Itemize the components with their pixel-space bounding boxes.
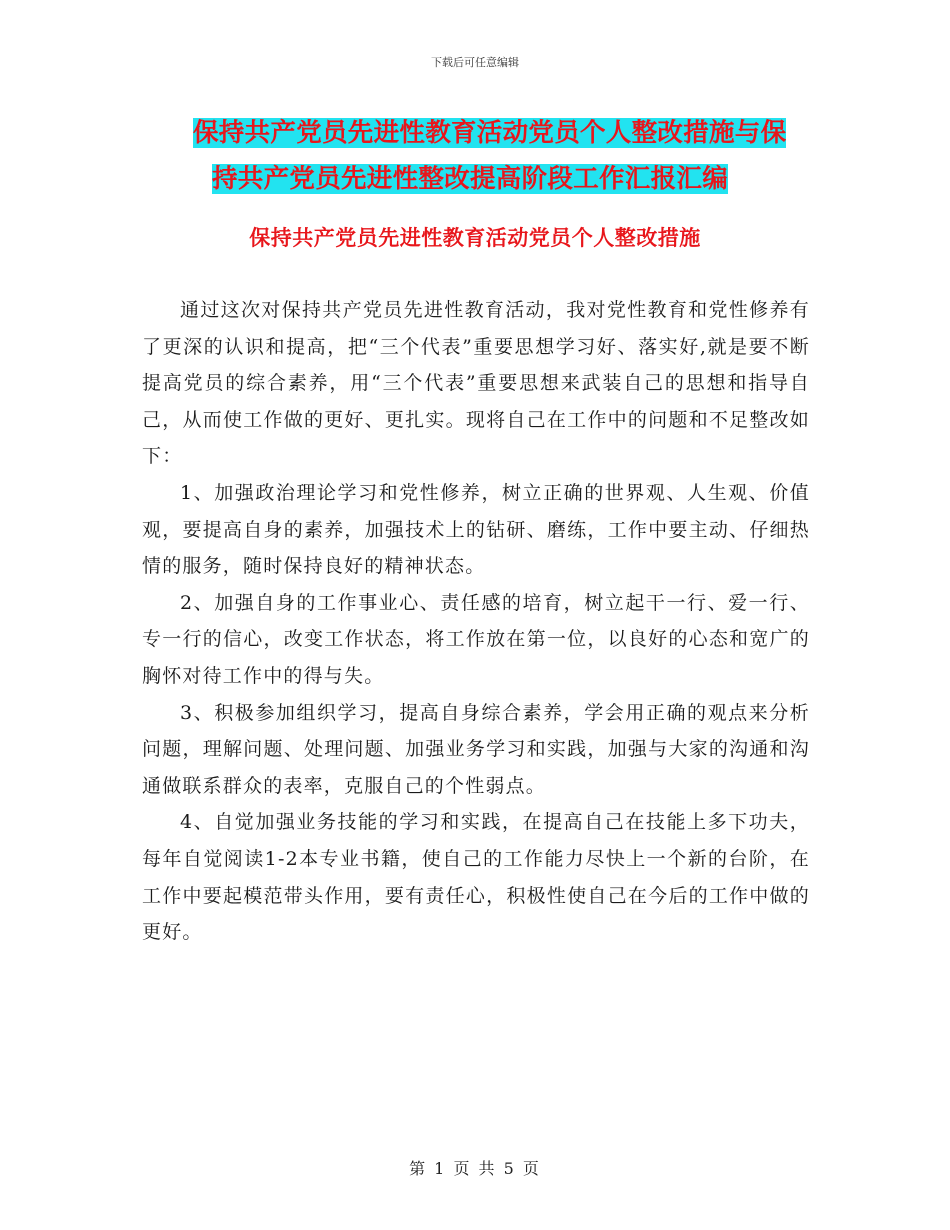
main-title-line-1: 保持共产党员先进性教育活动党员个人整改措施与保 xyxy=(193,118,787,148)
page-number-footer: 第 1 页 共 5 页 xyxy=(409,1159,541,1178)
body-text xyxy=(142,292,810,951)
paragraph-item-2: 2、加强自身的工作事业心、责任感的培育，树立起干一行、爱一行、专一行的信心，改变工作状态，将工作放在第一位，以良好的心态和宽广的胸怀对待工作中的得与失。 xyxy=(142,591,810,687)
paragraph-item-1: 1、加强政治理论学习和党性修养，树立正确的世界观、人生观、价值观，要提高自身的素养，加强技术上的钻研、磨练，工作中要主动、仔细热情的服务，随时保持良好的精神状态。 xyxy=(142,481,810,578)
paragraph-item-4: 4、自觉加强业务技能的学习和实践，在提高自己在技能上多下功夫，每年自觉阅读1-2本专业书籍，使自己的工作能力尽快上一个新的台阶，在工作中要起模范带头作用，要有责任心，积极性使自己在今后的工作中做的更好。 xyxy=(142,811,810,944)
paragraph-item-3: 3、积极参加组织学习，提高自身综合素养，学会用正确的观点来分析问题，理解问题、处理问题、加强业务学习和实践，加强与大家的沟通和沟通做联系群众的表率，克服自己的个性弱点。 xyxy=(142,701,810,797)
header-note: 下载后可任意编辑 xyxy=(431,56,519,69)
section-title: 保持共产党员先进性教育活动党员个人整改措施 xyxy=(249,226,701,250)
paragraph-intro: 通过这次对保持共产党员先进性教育活动，我对党性教育和党性修养有了更深的认识和提高，把“三个代表”重要思想学习好、落实好,就是要不断提高党员的综合素养，用“三个代表”重要思想来武装自己的思想和指导自己，从而使工作做的更好、更扎实。现将自己在工作中的问题和不足整改如下： xyxy=(142,299,810,468)
main-title-line-2: 持共产党员先进性整改提高阶段工作汇报汇编 xyxy=(212,164,729,194)
main-title xyxy=(140,110,820,202)
